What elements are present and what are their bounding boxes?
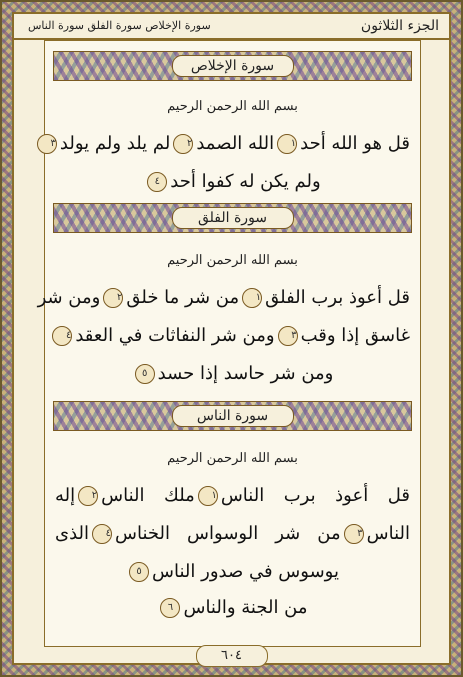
verse-text: قل أعوذ برب الفلق <box>265 287 410 308</box>
ayah-marker: ٥ <box>135 364 155 384</box>
verse-text: إله <box>55 485 76 506</box>
basmala: بسم الله الرحمن الرحيم <box>167 253 298 268</box>
verse-line <box>55 561 410 582</box>
verse-line <box>55 597 410 618</box>
surah-title: سورة الناس <box>172 405 294 427</box>
verse-text: يوسوس في صدور الناس <box>152 561 339 582</box>
surah-banner-nas <box>53 401 412 431</box>
verse-text: من الجنة والناس <box>183 597 308 618</box>
verse-text: الله الصمد <box>196 133 275 154</box>
mushaf-page <box>37 40 421 647</box>
basmala: بسم الله الرحمن الرحيم <box>167 99 298 114</box>
verse-text: ومن شر <box>37 287 101 308</box>
verse-text: ولم يكن له كفوا أحد <box>170 171 321 192</box>
ayah-marker: ١ <box>198 486 218 506</box>
verse-text: من شر ما خلق <box>126 287 240 308</box>
surah-title: سورة الفلق <box>172 207 294 229</box>
verse-line <box>55 171 410 192</box>
ayah-marker: ٤ <box>92 524 112 544</box>
verse-text: ومن شر النفاثات في العقد <box>75 325 275 346</box>
verse-line <box>55 485 410 506</box>
surah-banner-falaq <box>53 203 412 233</box>
ayah-marker: ٢ <box>103 288 123 308</box>
verse-text: من شر الوسواس الخناس <box>115 523 341 544</box>
ayah-marker: ٣ <box>278 326 298 346</box>
ayah-marker: ٥ <box>129 562 149 582</box>
verse-text: لم يلد ولم يولد <box>59 133 171 154</box>
juz-label: الجزء الثلاثون <box>360 18 439 34</box>
verse-text: ملك الناس <box>101 485 195 506</box>
verse-line <box>55 363 410 384</box>
footer <box>0 644 463 667</box>
ayah-marker: ١ <box>242 288 262 308</box>
verse-line <box>37 287 410 308</box>
ayah-marker: ١ <box>277 134 297 154</box>
verse-line <box>55 523 410 544</box>
verse-line <box>55 325 410 346</box>
ayah-marker: ٤ <box>52 326 72 346</box>
verse-line <box>50 133 410 154</box>
verse-text: الذى <box>55 523 90 544</box>
surah-banner-ikhlas <box>53 51 412 81</box>
ayah-marker: ٢ <box>173 134 193 154</box>
verse-text: الناس <box>366 523 410 544</box>
ayah-marker: ٣ <box>37 134 57 154</box>
surah-title: سورة الإخلاص <box>172 55 294 77</box>
page-number: ٦٠٤ <box>196 645 268 667</box>
ayah-marker: ٢ <box>78 486 98 506</box>
verse-text: قل أعوذ برب الناس <box>220 485 410 506</box>
ayah-marker: ٤ <box>147 172 167 192</box>
ayah-marker: ٦ <box>160 598 180 618</box>
verse-text: غاسق إذا وقب <box>300 325 410 346</box>
basmala: بسم الله الرحمن الرحيم <box>167 451 298 466</box>
verse-text: قل هو الله أحد <box>300 133 410 154</box>
verse-text: ومن شر حاسد إذا حسد <box>157 363 334 384</box>
ayah-marker: ٣ <box>344 524 364 544</box>
header-surah-names: سورة الإخلاص سورة الفلق سورة الناس <box>28 19 211 32</box>
